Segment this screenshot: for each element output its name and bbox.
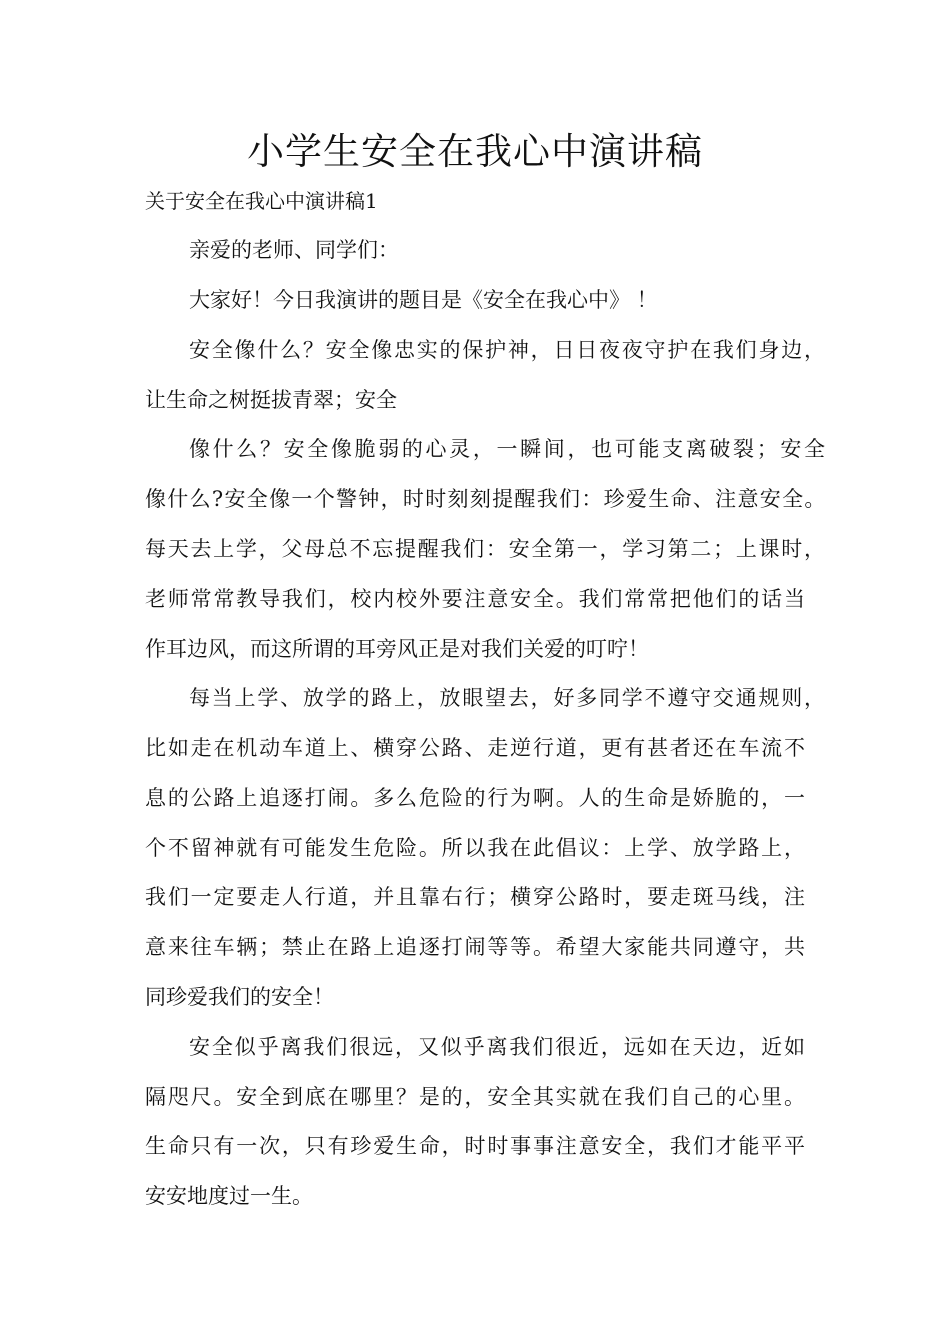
body-line: 隔咫尺。安全到底在哪里？是的，安全其实就在我们自己的心里。 [145,1085,805,1109]
body-line: 安全似乎离我们很远，又似乎离我们很近，远如在天边，近如 [189,1035,805,1059]
body-line: 个不留神就有可能发生危险。所以我在此倡议：上学、放学路上， [145,836,805,860]
body-line: 意来往车辆；禁止在路上追逐打闹等等。希望大家能共同遵守，共 [145,935,805,959]
body-line: 息的公路上追逐打闹。多么危险的行为啊。人的生命是娇脆的，一 [145,786,805,810]
body-line: 生命只有一次，只有珍爱生命，时时事事注意安全，我们才能平平 [145,1134,805,1158]
body-line: 像什么？安全像脆弱的心灵，一瞬间，也可能支离破裂；安全 [189,437,825,461]
body-line: 每天去上学，父母总不忘提醒我们：安全第一，学习第二；上课时， [145,537,825,561]
body-line: 像什么?安全像一个警钟，时时刻刻提醒我们：珍爱生命、注意安全。 [145,487,825,511]
document-subtitle: 关于安全在我心中演讲稿1 [145,189,378,213]
body-line: 作耳边风，而这所谓的耳旁风正是对我们关爱的叮咛！ [145,637,649,661]
body-line: 大家好！今日我演讲的题目是《安全在我心中》 ！ [189,288,658,312]
body-line: 老师常常教导我们，校内校外要注意安全。我们常常把他们的话当 [145,587,805,611]
body-line: 安安地度过一生。 [145,1184,313,1208]
document-title: 小学生安全在我心中演讲稿 [247,130,703,173]
body-line: 安全像什么？安全像忠实的保护神，日日夜夜守护在我们身边， [189,338,825,362]
body-line: 每当上学、放学的路上，放眼望去，好多同学不遵守交通规则， [189,686,825,710]
body-line: 我们一定要走人行道，并且靠右行；横穿公路时，要走斑马线，注 [145,885,805,909]
body-line: 亲爱的老师、同学们： [189,238,399,262]
body-line: 让生命之树挺拔青翠；安全 [145,388,397,412]
body-line: 比如走在机动车道上、横穿公路、走逆行道，更有甚者还在车流不 [145,736,805,760]
body-line: 同珍爱我们的安全！ [145,985,334,1009]
